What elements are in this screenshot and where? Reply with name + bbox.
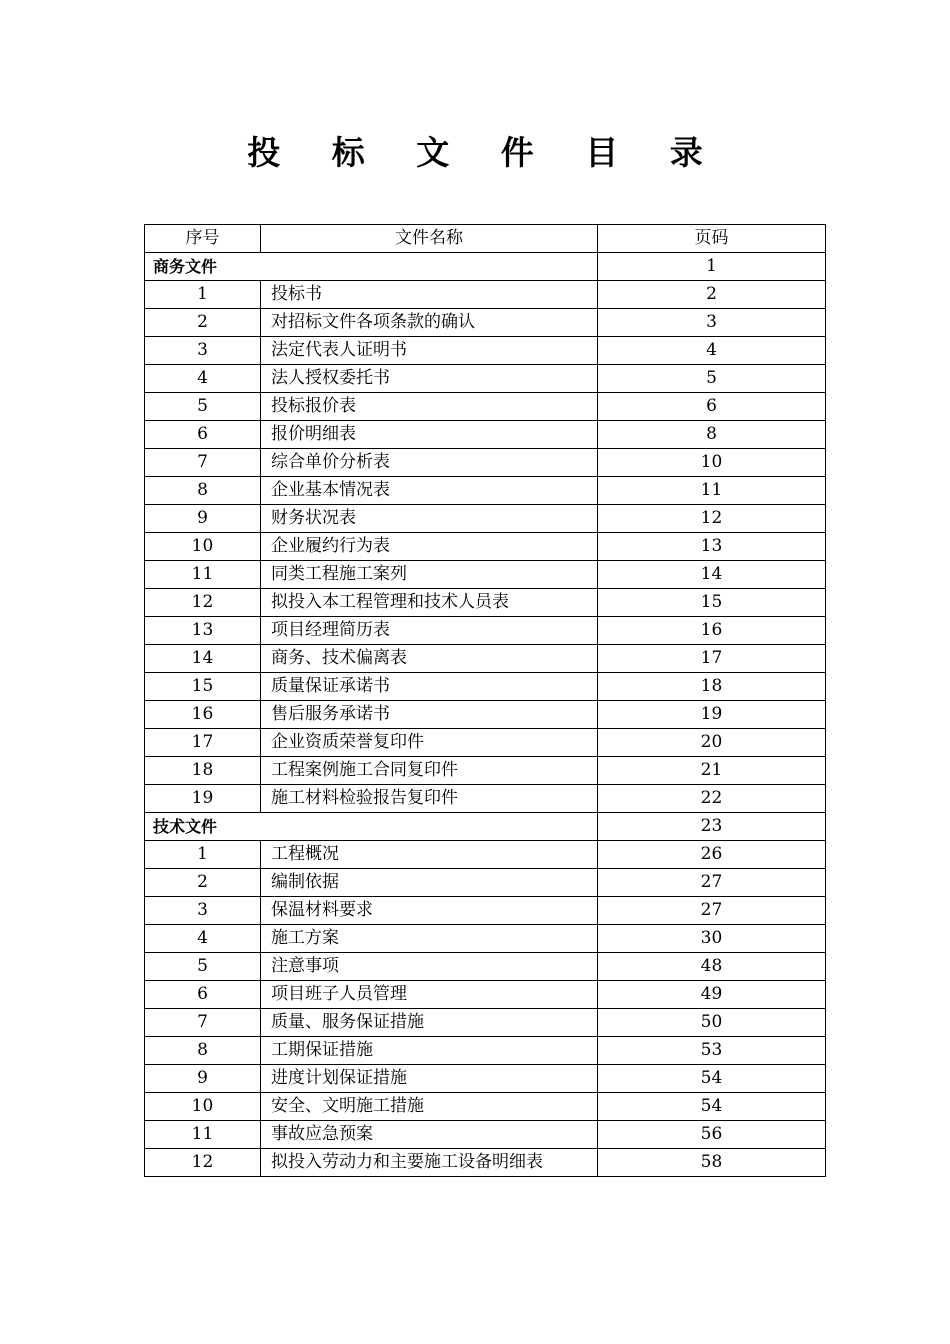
table-row [145, 841, 826, 869]
item-name: 保温材料要求 [261, 897, 598, 925]
item-page: 22 [598, 785, 826, 813]
table-row [145, 701, 826, 729]
table-row [145, 1121, 826, 1149]
item-number: 12 [145, 1149, 261, 1177]
item-page: 27 [598, 897, 826, 925]
table-row [145, 589, 826, 617]
table-row [145, 533, 826, 561]
item-name: 注意事项 [261, 953, 598, 981]
item-number: 6 [145, 421, 261, 449]
item-number: 12 [145, 589, 261, 617]
table-row [145, 869, 826, 897]
item-name: 财务状况表 [261, 505, 598, 533]
item-page: 48 [598, 953, 826, 981]
item-name: 工程案例施工合同复印件 [261, 757, 598, 785]
item-page: 17 [598, 645, 826, 673]
item-name: 企业资质荣誉复印件 [261, 729, 598, 757]
item-name: 综合单价分析表 [261, 449, 598, 477]
item-name: 投标书 [261, 281, 598, 309]
item-number: 9 [145, 505, 261, 533]
item-page: 21 [598, 757, 826, 785]
item-number: 1 [145, 281, 261, 309]
table-row [145, 337, 826, 365]
item-number: 3 [145, 897, 261, 925]
item-name: 施工材料检验报告复印件 [261, 785, 598, 813]
item-name: 工程概况 [261, 841, 598, 869]
item-name: 对招标文件各项条款的确认 [261, 309, 598, 337]
section-page: 1 [598, 253, 826, 281]
header-row [145, 225, 826, 253]
item-number: 10 [145, 1093, 261, 1121]
item-number: 10 [145, 533, 261, 561]
item-page: 3 [598, 309, 826, 337]
item-number: 15 [145, 673, 261, 701]
item-number: 1 [145, 841, 261, 869]
item-page: 14 [598, 561, 826, 589]
item-name: 投标报价表 [261, 393, 598, 421]
table-row [145, 757, 826, 785]
table-row [145, 477, 826, 505]
item-number: 11 [145, 561, 261, 589]
section-page: 23 [598, 813, 826, 841]
item-page: 12 [598, 505, 826, 533]
item-page: 13 [598, 533, 826, 561]
item-page: 58 [598, 1149, 826, 1177]
item-number: 18 [145, 757, 261, 785]
table-row [145, 393, 826, 421]
item-name: 工期保证措施 [261, 1037, 598, 1065]
table-row [145, 421, 826, 449]
table-row [145, 1009, 826, 1037]
page-title: 投 标 文 件 目 录 [247, 133, 723, 172]
item-page: 10 [598, 449, 826, 477]
item-name: 同类工程施工案列 [261, 561, 598, 589]
table-row [145, 309, 826, 337]
item-page: 16 [598, 617, 826, 645]
item-page: 11 [598, 477, 826, 505]
item-page: 26 [598, 841, 826, 869]
item-number: 5 [145, 393, 261, 421]
table-row [145, 645, 826, 673]
item-name: 商务、技术偏离表 [261, 645, 598, 673]
toc-table [144, 224, 826, 1177]
item-page: 5 [598, 365, 826, 393]
item-number: 13 [145, 617, 261, 645]
item-number: 7 [145, 1009, 261, 1037]
item-name: 报价明细表 [261, 421, 598, 449]
section-title: 技术文件 [145, 813, 598, 841]
item-name: 安全、文明施工措施 [261, 1093, 598, 1121]
section-title: 商务文件 [145, 253, 598, 281]
item-name: 项目班子人员管理 [261, 981, 598, 1009]
item-number: 8 [145, 477, 261, 505]
header-page: 页码 [598, 225, 826, 253]
item-number: 9 [145, 1065, 261, 1093]
table-row [145, 1065, 826, 1093]
table-row [145, 1093, 826, 1121]
item-page: 20 [598, 729, 826, 757]
item-page: 53 [598, 1037, 826, 1065]
header-name: 文件名称 [261, 225, 598, 253]
item-page: 18 [598, 673, 826, 701]
table-row [145, 953, 826, 981]
item-number: 8 [145, 1037, 261, 1065]
item-name: 事故应急预案 [261, 1121, 598, 1149]
table-row [145, 981, 826, 1009]
item-name: 法人授权委托书 [261, 365, 598, 393]
table-row [145, 897, 826, 925]
item-number: 2 [145, 309, 261, 337]
item-name: 质量、服务保证措施 [261, 1009, 598, 1037]
item-page: 2 [598, 281, 826, 309]
item-page: 27 [598, 869, 826, 897]
item-page: 49 [598, 981, 826, 1009]
item-name: 进度计划保证措施 [261, 1065, 598, 1093]
item-number: 14 [145, 645, 261, 673]
item-number: 11 [145, 1121, 261, 1149]
section-row [145, 813, 826, 841]
item-page: 56 [598, 1121, 826, 1149]
item-page: 8 [598, 421, 826, 449]
table-row [145, 673, 826, 701]
item-page: 54 [598, 1065, 826, 1093]
table-row [145, 1037, 826, 1065]
item-name: 拟投入劳动力和主要施工设备明细表 [261, 1149, 598, 1177]
item-page: 15 [598, 589, 826, 617]
item-number: 17 [145, 729, 261, 757]
item-name: 编制依据 [261, 869, 598, 897]
item-number: 3 [145, 337, 261, 365]
item-name: 项目经理简历表 [261, 617, 598, 645]
table-row [145, 1149, 826, 1177]
item-number: 2 [145, 869, 261, 897]
item-name: 企业基本情况表 [261, 477, 598, 505]
table-row [145, 365, 826, 393]
item-page: 54 [598, 1093, 826, 1121]
section-row [145, 253, 826, 281]
item-name: 施工方案 [261, 925, 598, 953]
item-page: 4 [598, 337, 826, 365]
table-row [145, 281, 826, 309]
item-name: 法定代表人证明书 [261, 337, 598, 365]
item-page: 50 [598, 1009, 826, 1037]
header-no: 序号 [145, 225, 261, 253]
item-number: 19 [145, 785, 261, 813]
item-page: 19 [598, 701, 826, 729]
item-number: 16 [145, 701, 261, 729]
table-row [145, 561, 826, 589]
item-page: 30 [598, 925, 826, 953]
item-number: 6 [145, 981, 261, 1009]
item-name: 售后服务承诺书 [261, 701, 598, 729]
table-row [145, 785, 826, 813]
item-name: 企业履约行为表 [261, 533, 598, 561]
item-number: 4 [145, 925, 261, 953]
item-name: 拟投入本工程管理和技术人员表 [261, 589, 598, 617]
toc-body [145, 225, 826, 1177]
table-row [145, 505, 826, 533]
item-number: 5 [145, 953, 261, 981]
table-row [145, 729, 826, 757]
item-number: 7 [145, 449, 261, 477]
table-row [145, 449, 826, 477]
item-name: 质量保证承诺书 [261, 673, 598, 701]
item-number: 4 [145, 365, 261, 393]
table-row [145, 617, 826, 645]
table-row [145, 925, 826, 953]
item-page: 6 [598, 393, 826, 421]
